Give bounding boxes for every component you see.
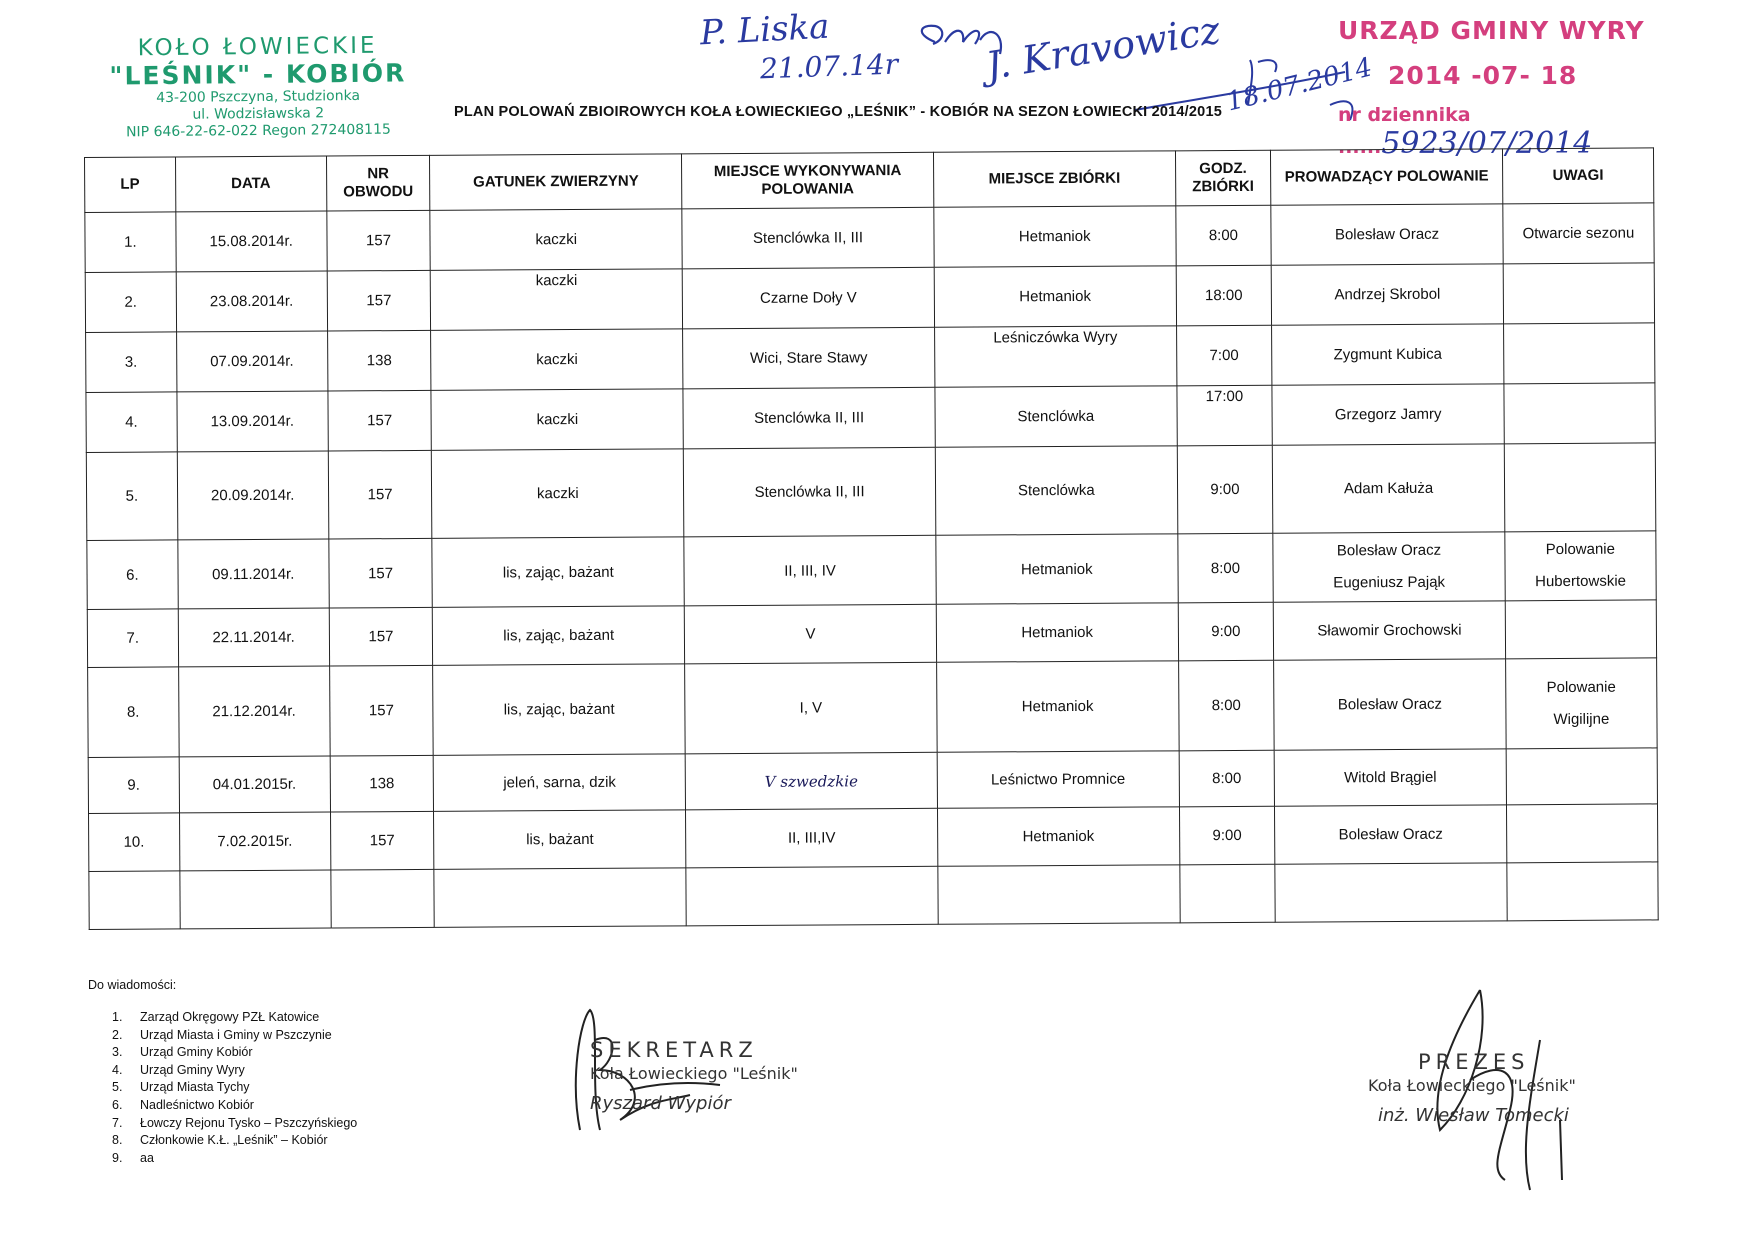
list-item: 9. aa — [112, 1150, 154, 1165]
cell-lp: 7. — [87, 609, 178, 668]
cell-notes-line1: Polowanie — [1546, 678, 1616, 696]
cell-species: kaczki — [431, 329, 683, 391]
table-row — [89, 804, 1658, 872]
cell-district: 138 — [327, 330, 431, 391]
cell-lp: 3. — [86, 332, 177, 393]
cell-species: kaczki — [431, 269, 683, 331]
president-signature — [1368, 1050, 1628, 1126]
col-header-leader: PROWADZĄCY POLOWANIE — [1271, 149, 1503, 205]
cell-lp: 4. — [86, 392, 177, 453]
handwritten-date-mark: 18.07.2014 — [1223, 52, 1376, 118]
table-row — [86, 443, 1656, 541]
list-item: 5. Urząd Miasta Tychy — [112, 1080, 250, 1095]
cell-species: kaczki — [431, 389, 683, 451]
secretary-org: Koła Łowieckiego "Leśnik" — [590, 1064, 798, 1083]
cell-notes — [1506, 804, 1658, 863]
cell-time: 8:00 — [1177, 533, 1273, 603]
table-row — [88, 658, 1658, 758]
cell-date: 23.08.2014r. — [176, 271, 327, 332]
cell-lp: 2. — [85, 272, 176, 333]
cell-lp: 5. — [86, 452, 177, 541]
cell-time: 8:00 — [1175, 205, 1271, 266]
cell-lp: 1. — [85, 212, 176, 273]
distribution-title: Do wiadomości: — [88, 978, 177, 992]
cell-time: 7:00 — [1176, 325, 1272, 386]
cell-notes-line1: Polowanie — [1545, 540, 1616, 559]
secretary-role: SEKRETARZ — [590, 1038, 758, 1062]
cell-notes: Otwarcie sezonu — [1503, 203, 1655, 264]
cell-meeting-place: Hetmaniok — [936, 661, 1178, 752]
cell-hunt-place: V — [684, 604, 936, 664]
col-header-notes: UWAGI — [1502, 148, 1653, 204]
cell-meeting-place: Hetmaniok — [934, 206, 1176, 267]
list-item: 7. Łowczy Rejonu Tysko – Pszczyńskiego — [112, 1115, 358, 1130]
cell-hunt-place: Czarne Doły V — [682, 267, 934, 329]
table-row — [85, 203, 1654, 273]
cell-notes — [1505, 531, 1657, 601]
cell-species: kaczki — [432, 449, 684, 539]
list-item: 3. Urząd Gminy Kobiór — [112, 1045, 253, 1060]
cell-notes-line2: Hubertowskie — [1535, 572, 1627, 591]
col-header-species: GATUNEK ZWIERZYNY — [430, 154, 682, 211]
cell-time: 9:00 — [1177, 445, 1273, 534]
club-stamp — [107, 32, 408, 141]
cell-date: 04.01.2015r. — [179, 756, 330, 813]
cell-date: 15.08.2014r. — [175, 211, 326, 272]
list-item: 2. Urząd Miasta i Gminy w Pszczynie — [112, 1027, 332, 1042]
list-item: 6. Nadleśnictwo Kobiór — [112, 1097, 254, 1112]
cell-hunt-place: V szwedzkie — [685, 752, 937, 810]
hunting-plan-table — [84, 147, 1659, 930]
club-stamp-line1: KOŁO ŁOWIECKIE — [137, 32, 378, 62]
club-stamp-street: ul. Wodzisławska 2 — [192, 105, 325, 123]
list-item: 4. Urząd Gminy Wyry — [112, 1062, 245, 1077]
table-row — [87, 531, 1656, 610]
cell-lp: 9. — [88, 757, 179, 814]
cell-hunt-place: Wici, Stare Stawy — [683, 327, 935, 389]
cell-lp: 6. — [87, 540, 178, 610]
cell-lp: 8. — [88, 667, 179, 758]
office-stamp-title: URZĄD GMINY WYRY — [1338, 16, 1645, 45]
cell-notes — [1504, 383, 1656, 444]
cell-meeting-place: Hetmaniok — [934, 266, 1176, 327]
cell-time: 17:00 — [1176, 385, 1272, 446]
cell-notes — [1505, 658, 1657, 749]
col-header-lp: LP — [85, 157, 176, 213]
cell-meeting-place: Leśniczówka Wyry — [934, 326, 1176, 387]
cell-notes — [1503, 263, 1655, 324]
table-row — [86, 383, 1655, 453]
cell-district: 157 — [327, 210, 431, 271]
cell-leader: Bolesław Oracz — [1274, 659, 1506, 750]
cell-hunt-place: Stenclówka II, III — [683, 447, 935, 537]
cell-time: 9:00 — [1178, 602, 1274, 661]
cell-date: 09.11.2014r. — [177, 539, 328, 609]
cell-notes — [1506, 748, 1657, 805]
cell-time: 9:00 — [1179, 806, 1275, 865]
secretary-signature — [590, 1038, 820, 1114]
cell-district: 157 — [329, 665, 433, 756]
list-item: 1. Zarząd Okręgowy PZŁ Katowice — [112, 1010, 320, 1024]
cell-species: jeleń, sarna, dzik — [434, 754, 686, 812]
secretary-name: Ryszard Wypiór — [590, 1093, 731, 1114]
cell-hunt-place: II, III,IV — [686, 808, 938, 868]
cell-date: 21.12.2014r. — [178, 666, 330, 757]
handwritten-name: J. Kravowicz — [983, 7, 1223, 89]
cell-district: 157 — [328, 390, 432, 451]
table-row — [86, 323, 1655, 393]
cell-leader: Bolesław Oracz — [1275, 805, 1507, 864]
cell-species: lis, zając, bażant — [433, 664, 685, 756]
col-header-district: NR OBWODU — [326, 155, 430, 211]
president-name: inż. Wiesław Tomecki — [1378, 1105, 1569, 1126]
document-title: PLAN POLOWAŃ ZBIOIROWYCH KOŁA ŁOWIECKIEGO „LEŚNIK” - KOBIÓR NA SEZON ŁOWIECKI 2014/2015 — [454, 104, 1222, 120]
cell-species: lis, zając, bażant — [433, 606, 685, 666]
president-org: Koła Łowieckiego "Leśnik" — [1368, 1076, 1576, 1095]
cell-notes — [1505, 600, 1657, 659]
cell-leader: Witold Brągiel — [1274, 749, 1506, 806]
cell-notes-line2: Wigilijne — [1553, 710, 1610, 728]
club-stamp-address: 43-200 Pszczyna, Studzionka — [156, 87, 361, 107]
office-stamp — [1338, 16, 1668, 161]
cell-species: lis, zając, bażant — [432, 537, 684, 608]
cell-district: 157 — [330, 811, 434, 870]
cell-time: 8:00 — [1178, 660, 1274, 751]
cell-leader-line1: Bolesław Oracz — [1336, 541, 1442, 560]
cell-meeting-place: Leśnictwo Promnice — [937, 751, 1179, 808]
office-stamp-date: 2014 -07- 18 — [1388, 61, 1578, 90]
list-item: 8. Członkowie K.Ł. „Leśnik” – Kobiór — [112, 1133, 328, 1148]
cell-hunt-place: Stenclówka II, III — [683, 387, 935, 449]
table-row — [88, 748, 1657, 814]
cell-leader: Adam Kałuża — [1273, 444, 1505, 533]
cell-hunt-place: I, V — [685, 662, 937, 754]
cell-meeting-place: Hetmaniok — [936, 534, 1178, 604]
cell-district: 157 — [328, 450, 432, 539]
handwritten-note-date: 21.07.14r — [759, 47, 899, 86]
club-stamp-line2: "LEŚNIK" - KOBIÓR — [109, 58, 407, 91]
table-row — [87, 600, 1656, 668]
cell-leader — [1273, 532, 1505, 602]
journal-number: 5923/07/2014 — [1381, 126, 1593, 161]
col-header-hunt-place: MIEJSCE WYKONYWANIA POLOWANIA — [682, 152, 934, 209]
cell-species: lis, bażant — [434, 810, 686, 870]
cell-leader: Andrzej Skrobol — [1271, 264, 1503, 325]
cell-date: 07.09.2014r. — [176, 331, 327, 392]
table-header-row — [85, 148, 1654, 213]
president-role: PREZES — [1418, 1050, 1530, 1074]
table-row-empty — [89, 862, 1658, 930]
handwritten-note-1: P. Liska — [699, 6, 831, 54]
cell-date: 22.11.2014r. — [178, 608, 329, 667]
cell-time: 8:00 — [1179, 750, 1275, 807]
cell-meeting-place: Stenclówka — [935, 446, 1177, 535]
cell-district: 157 — [329, 607, 433, 666]
cell-date: 7.02.2015r. — [179, 812, 330, 871]
col-header-meeting-time: GODZ. ZBIÓRKI — [1175, 150, 1271, 206]
cell-district: 157 — [329, 538, 433, 608]
table-row — [85, 263, 1654, 333]
cell-hunt-place: II, III, IV — [684, 535, 936, 606]
cell-lp: 10. — [89, 813, 180, 872]
cell-date: 20.09.2014r. — [177, 451, 329, 540]
cell-notes — [1504, 443, 1656, 532]
cell-meeting-place: Stenclówka — [935, 386, 1177, 447]
cell-leader: Grzegorz Jamry — [1272, 384, 1504, 445]
distribution-list — [112, 1010, 357, 1168]
cell-hunt-place: Stenclówka II, III — [682, 207, 934, 269]
cell-date: 13.09.2014r. — [177, 391, 328, 452]
club-stamp-ids: NIP 646-22-62-022 Regon 272408115 — [125, 121, 391, 141]
cell-leader: Zygmunt Kubica — [1272, 324, 1504, 385]
cell-district: 157 — [327, 270, 431, 331]
cell-species: kaczki — [430, 209, 682, 271]
journal-label: nr dziennika — [1338, 104, 1471, 126]
cell-notes — [1503, 323, 1655, 384]
col-header-meeting-place: MIEJSCE ZBIÓRKI — [933, 151, 1175, 207]
cell-district: 138 — [330, 755, 434, 812]
cell-meeting-place: Hetmaniok — [936, 603, 1178, 662]
col-header-date: DATA — [175, 156, 326, 212]
office-stamp-journal: nr dziennika ......5923/07/2014 — [1338, 104, 1593, 161]
cell-leader-line2: Eugeniusz Pająk — [1333, 573, 1446, 592]
cell-time: 18:00 — [1176, 265, 1272, 326]
cell-meeting-place: Hetmaniok — [937, 807, 1179, 866]
cell-leader: Sławomir Grochowski — [1273, 601, 1505, 660]
cell-leader: Bolesław Oracz — [1271, 204, 1503, 265]
